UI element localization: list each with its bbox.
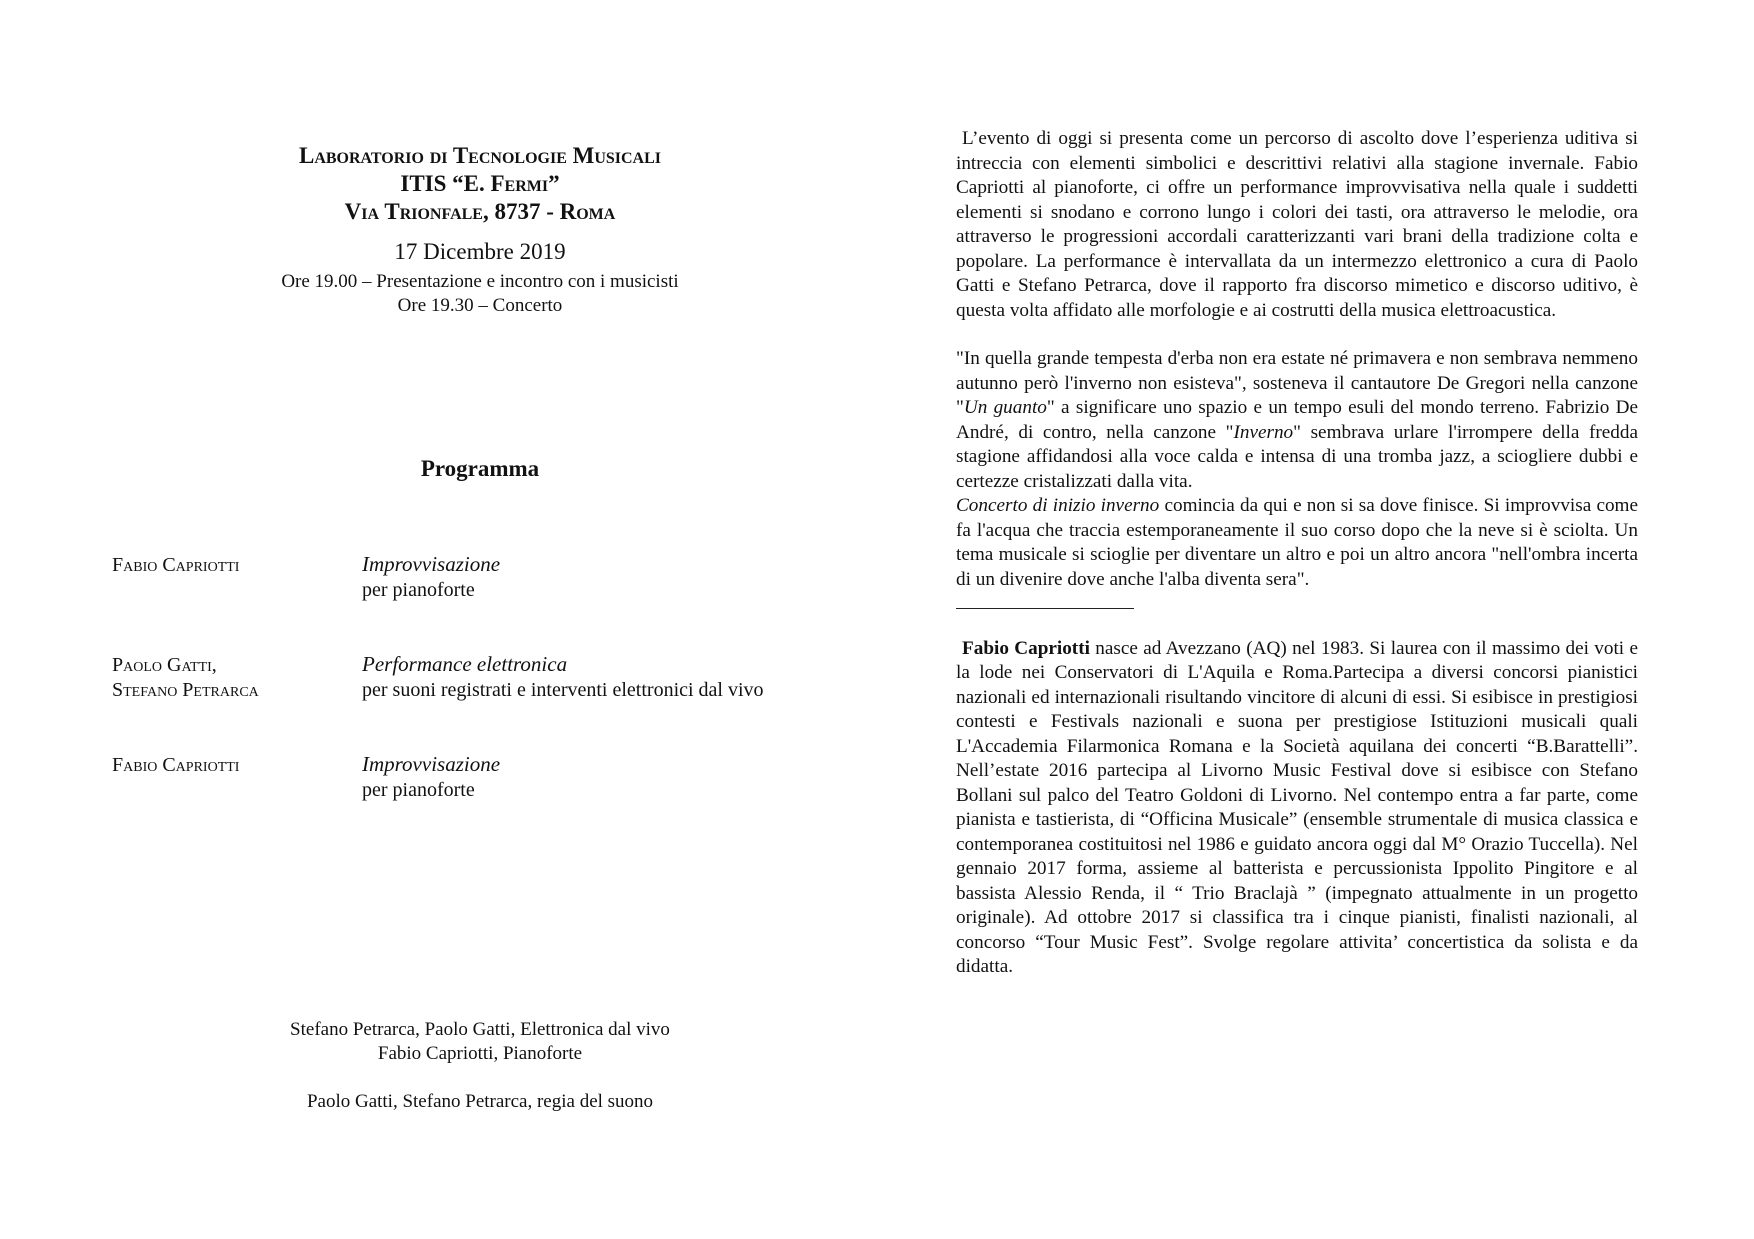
header-lab-name: Laboratorio di Tecnologie Musicali bbox=[298, 143, 662, 168]
program-item-3-composer: Fabio Capriotti bbox=[112, 754, 240, 776]
header-address: Via Trionfale, 8737 - Roma bbox=[344, 199, 616, 224]
bio-paragraph: Fabio Capriotti nasce ad Avezzano (AQ) nel 1983. Si laurea con il massimo dei voti e la lode nei Conservatori di L'Aquila e Roma.Partecipa a diversi concorsi pianistici nazionali ed internazionali risultando vincitore di alcuni di essi. Si esibisce in prestigiosi contesti e Festivals nazionali e suona per prestigiose Istituzioni musicali quali L'Accademia Filarmonica Romana e la Società aquilana dei concerti “B.Barattelli”. Nell’estate 2016 partecipa al Livorno Music Festival dove si esibisce con Stefano Bollani sul palco del Teatro Goldoni di Livorno. Nel contempo entra a far parte, come pianista e tastierista, di “Officina Musicale” (ensemble strumentale di musica classica e contemporanea costituitosi nel 1986 e guidato ancora oggi dal M° Orazio Tuccella). Nel gennaio 2017 forma, assieme al batterista e percussionista Ippolito Pingitore e al bassista Alessio Renda, il “ Trio Braclajà ” (impegnato attualmente in un progetto originale). Ad ottobre 2017 si classifica tra i cinque pianisti, finalisti nazionali, al concorso “Tour Music Fest”. Svolge regolare attivita’ concertistica da solista e da didatta. bbox=[956, 637, 1638, 977]
program-item-1-composer: Fabio Capriotti bbox=[112, 554, 240, 576]
event-date: 17 Dicembre 2019 bbox=[394, 239, 566, 264]
program-item-3-detail: per pianoforte bbox=[362, 779, 475, 801]
concert-title: Concerto di inizio inverno bbox=[956, 495, 1160, 516]
program-item-2-composer-1: Paolo Gatti, bbox=[112, 654, 217, 676]
event-time-concert: Ore 19.30 – Concerto bbox=[397, 295, 563, 316]
credit-sound-direction: Paolo Gatti, Stefano Petrarca, regia del suono bbox=[306, 1091, 654, 1112]
credit-piano: Fabio Capriotti, Pianoforte bbox=[377, 1043, 583, 1064]
bio-name: Fabio Capriotti bbox=[962, 637, 1090, 659]
program-item-1-detail: per pianoforte bbox=[362, 579, 475, 601]
header-school: ITIS “E. Fermi” bbox=[400, 171, 560, 196]
program-item-2-work bbox=[362, 652, 764, 703]
program-item-3-title: Improvvisazione bbox=[362, 752, 501, 776]
program-item-3-work bbox=[362, 752, 500, 803]
program-item-2-title: Performance elettronica bbox=[362, 652, 568, 676]
concept-paragraph: Concerto di inizio inverno comincia da qui e non si sa dove finisce. Si improvvisa come fa l'acqua che traccia estemporaneamente il suo corso dopo che la neve si è sciolta. Un tema musicale si scioglie per diventare un altro e poi un altro ancora "nell'ombra incerta di un divenire dove anche l'alba diventa sera". bbox=[956, 495, 1638, 590]
event-time-presentation: Ore 19.00 – Presentazione e incontro con i musicisti bbox=[281, 271, 679, 292]
right-column bbox=[956, 127, 1638, 980]
program-item-2-composer bbox=[112, 653, 259, 703]
song-title-inverno: Inverno bbox=[1233, 421, 1294, 443]
intro-paragraph: L’evento di oggi si presenta come un percorso di ascolto dove l’esperienza uditiva si intreccia con elementi simbolici e descrittivi relativi alla stagione invernale. Fabio Capriotti al pianoforte, ci offre un performance improvvisativa nella quale i suddetti elementi si snodano e corrono lungo i colori dei tasti, ora attraverso le melodie, ora attraverso le progressioni accordali caratterizzanti vari brani della tradizione colta e popolare. La performance è intervallata da un intermezzo elettronico a cura di Paolo Gatti e Stefano Petrarca, dove il rapporto fra discorso mimetico e discorso uditivo, è questa volta affidato alle morfologie e ai costrutti della musica elettroacustica. bbox=[956, 128, 1638, 321]
program-title: Programma bbox=[420, 456, 540, 481]
program-item-2-composer-2: Stefano Petrarca bbox=[112, 679, 259, 701]
program-item-2-detail: per suoni registrati e interventi elettronici dal vivo bbox=[362, 679, 764, 701]
credit-electronics: Stefano Petrarca, Paolo Gatti, Elettronica dal vivo bbox=[290, 1019, 670, 1040]
separator-line bbox=[956, 592, 1638, 617]
program-item-1-title: Improvvisazione bbox=[362, 552, 501, 576]
program-item-1-work bbox=[362, 552, 500, 603]
song-title-un-guanto: Un guanto bbox=[963, 397, 1047, 418]
quote-paragraph: "In quella grande tempesta d'erba non era estate né primavera e non sembrava nemmeno autunno però l'inverno non esisteva", sosteneva il cantautore De Gregori nella canzone "Un guanto" a significare uno spazio e un tempo esuli del mondo terreno. Fabrizio De André, di contro, nella canzone "Inverno" sembrava urlare l'irrompere della fredda stagione affidandosi alla voce calda e intensa di una tromba jazz, a sciogliere dubbi e certezze cristalizzati dalla vita. bbox=[956, 348, 1639, 492]
